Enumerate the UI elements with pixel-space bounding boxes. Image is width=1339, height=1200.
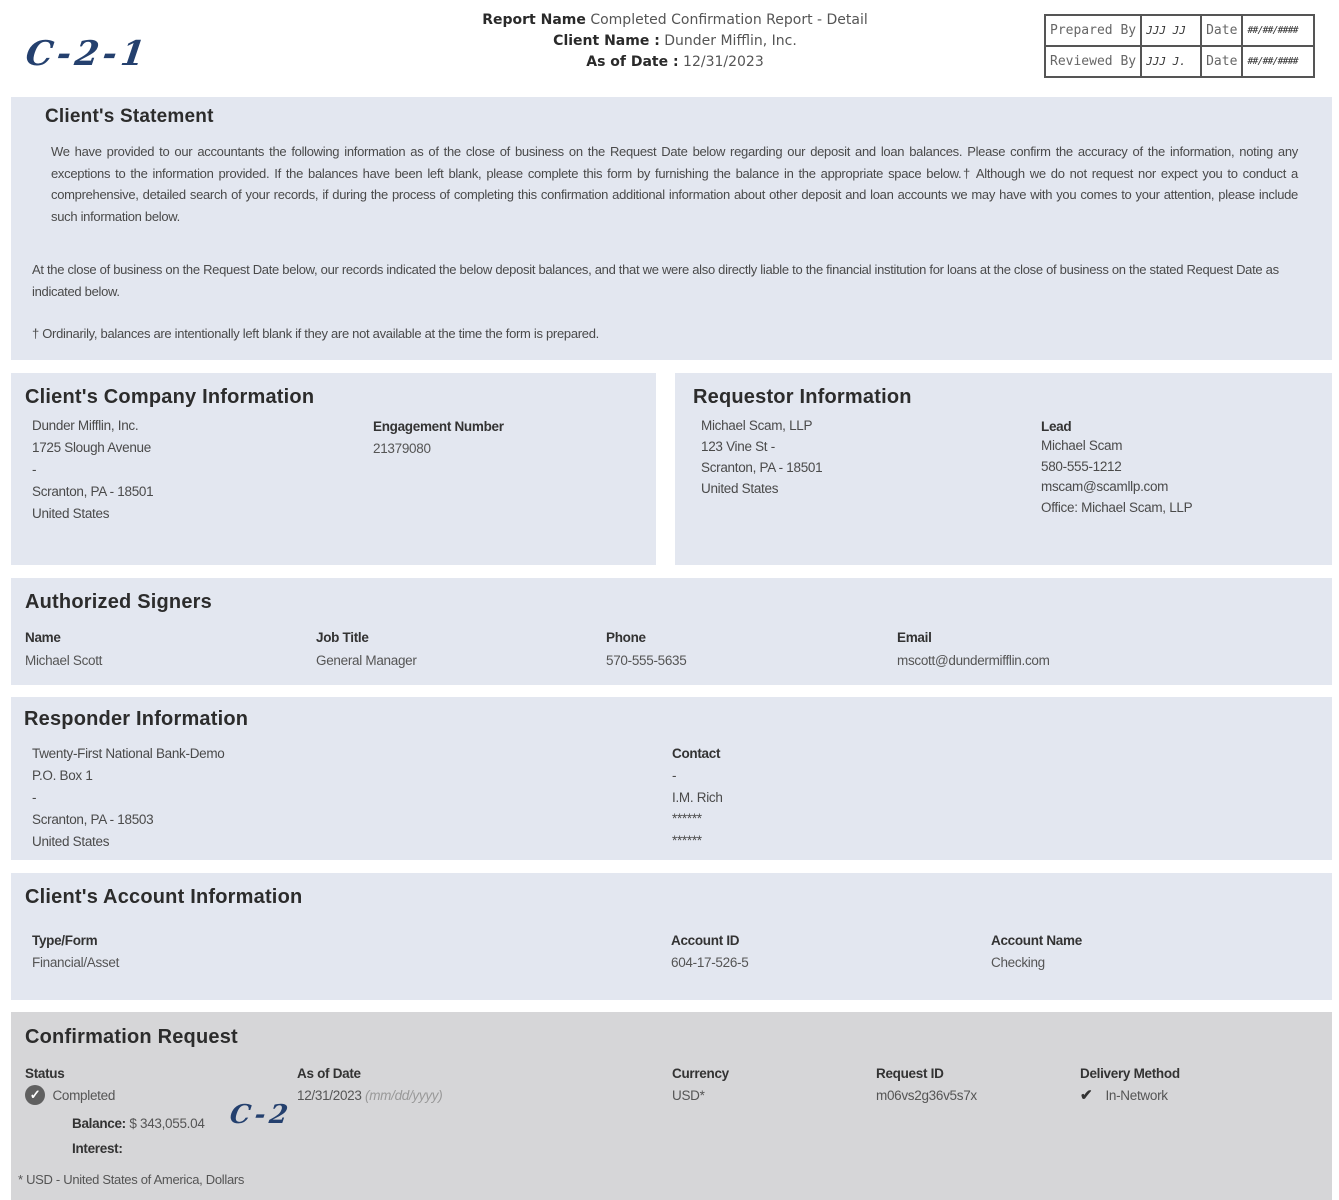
account-id-header: Account ID [671, 933, 740, 948]
address-line: - [32, 462, 37, 477]
as-of-date-line [440, 52, 910, 73]
prepared-row [1045, 15, 1314, 46]
prepared-by-initials: JJJ JJ [1141, 15, 1201, 46]
signer-phone: 570-555-5635 [606, 653, 687, 668]
clients-statement-title: Client's Statement [45, 106, 214, 127]
address-line: Scranton, PA - 18503 [32, 812, 154, 827]
client-name-value: Dunder Mifflin, Inc. [664, 33, 797, 49]
address-line: Scranton, PA - 18501 [701, 460, 823, 475]
address-line: United States [32, 506, 110, 521]
report-name-label: Report Name [482, 12, 586, 28]
address-line: - [32, 790, 37, 805]
responder-info-title: Responder Information [24, 708, 249, 730]
account-id-value: 604-17-526-5 [671, 955, 749, 970]
company-info-panel [11, 373, 656, 565]
interest-label: Interest: [72, 1141, 123, 1156]
signer-name-header: Name [25, 630, 61, 645]
lead-email: mscam@scamllp.com [1041, 479, 1169, 494]
reviewed-row [1045, 46, 1314, 77]
balance-value: $ 343,055.04 [129, 1116, 205, 1131]
account-info-title: Client's Account Information [25, 886, 303, 908]
contact-label: Contact [672, 746, 721, 761]
requestor-info-title: Requestor Information [693, 386, 912, 408]
signer-job-title: General Manager [316, 653, 417, 668]
lead-details [1041, 436, 1192, 518]
type-form-value: Financial/Asset [32, 955, 120, 970]
as-of-date-line [297, 1088, 442, 1103]
currency-value: USD* [672, 1088, 705, 1103]
reviewed-date-label: Date [1201, 46, 1242, 77]
authorized-signers-panel [11, 578, 1332, 685]
balance-line [72, 1116, 205, 1131]
signer-name: Michael Scott [25, 653, 103, 668]
as-of-date-label: As of Date [297, 1066, 361, 1081]
address-line: Dunder Mifflin, Inc. [32, 418, 139, 433]
network-check-icon: ✔ [1080, 1087, 1093, 1104]
as-of-date-value: 12/31/2023 [683, 54, 764, 70]
address-line: 123 Vine St - [701, 439, 775, 454]
lead-office: Office: Michael Scam, LLP [1041, 499, 1193, 515]
status-badge [25, 1085, 115, 1105]
responder-info-panel [11, 697, 1332, 860]
lead-name: Michael Scam [1041, 438, 1123, 453]
report-header [440, 10, 910, 73]
contact-name: I.M. Rich [672, 789, 723, 805]
engagement-number-label: Engagement Number [373, 419, 504, 434]
address-line: P.O. Box 1 [32, 768, 93, 783]
account-name-value: Checking [991, 955, 1045, 970]
confirmation-request-panel [11, 1012, 1332, 1200]
status-value: Completed [52, 1087, 116, 1103]
engagement-number-value: 21379080 [373, 441, 431, 456]
reviewed-by-label: Reviewed By [1045, 46, 1141, 77]
as-of-date-format: (mm/dd/yyyy) [365, 1088, 443, 1103]
prepared-date-label: Date [1201, 15, 1242, 46]
contact-line: - [672, 768, 677, 783]
contact-details [672, 765, 723, 851]
prepared-by-label: Prepared By [1045, 15, 1141, 46]
requestor-address [701, 415, 822, 499]
delivery-method-value: In-Network [1105, 1088, 1168, 1103]
address-line: United States [32, 834, 110, 849]
handwritten-reference-c21: C-2-1 [23, 34, 152, 74]
reviewed-by-initials: JJJ J. [1141, 46, 1201, 77]
contact-masked-line: ****** [672, 832, 702, 848]
reviewed-date-value: ##/##/#### [1242, 46, 1314, 77]
delivery-method-label: Delivery Method [1080, 1066, 1180, 1081]
request-id-value: m06vs2g36v5s7x [876, 1088, 977, 1103]
as-of-date-label: As of Date : [586, 54, 679, 70]
currency-label: Currency [672, 1066, 729, 1081]
handwritten-reference-c2: C-2 [227, 1100, 294, 1130]
address-line: Michael Scam, LLP [701, 418, 813, 433]
address-line: 1725 Slough Avenue [32, 440, 151, 455]
signer-email-header: Email [897, 630, 932, 645]
lead-phone: 580-555-1212 [1041, 458, 1122, 474]
prepared-date-value: ##/##/#### [1242, 15, 1314, 46]
delivery-method-line [1080, 1086, 1168, 1104]
request-id-label: Request ID [876, 1066, 944, 1081]
interest-line [72, 1141, 123, 1156]
authorized-signers-title: Authorized Signers [25, 591, 212, 613]
contact-masked-line: ****** [672, 811, 702, 826]
lead-label: Lead [1041, 419, 1072, 434]
signer-phone-header: Phone [606, 630, 646, 645]
clients-statement-paragraph-1: We have provided to our accountants the following information as of the close of business on the Request Date below regarding our deposit and loan balances. Please confirm the accuracy of the information, noting any exceptions to the information provided. If the balances have been left blank, please complete this form by furnishing the balance in the appropriate space below.† Although we do not request nor expect you to conduct a comprehensive, detailed search of your records, if during the process of completing this confirmation additional information about other deposit and loan accounts we may have with you comes to your attention, please include such information below. [51, 144, 1298, 224]
account-info-panel [11, 873, 1332, 1000]
signer-email: mscott@dundermifflin.com [897, 653, 1050, 668]
type-form-header: Type/Form [32, 933, 98, 948]
signoff-table [1044, 14, 1315, 78]
account-name-header: Account Name [991, 933, 1082, 948]
company-info-title: Client's Company Information [25, 386, 315, 408]
client-name-label: Client Name : [553, 33, 660, 49]
currency-footnote: * USD - United States of America, Dollars [18, 1172, 245, 1187]
signer-job-title-header: Job Title [316, 630, 369, 645]
client-name-line [440, 31, 910, 52]
clients-statement-panel [11, 97, 1332, 360]
balance-label: Balance: [72, 1116, 126, 1131]
requestor-info-panel [675, 373, 1332, 565]
address-line: Twenty-First National Bank-Demo [32, 746, 225, 761]
clients-statement-footnote: † Ordinarily, balances are intentionally left blank if they are not available at the time the form is prepared. [32, 326, 599, 341]
clients-statement-paragraph-2: At the close of business on the Request Date below, our records indicated the below deposit balances, and that we were also directly liable to the financial institution for loans at the close of business on the stated Request Date as indicated below. [32, 262, 1279, 299]
address-line: Scranton, PA - 18501 [32, 484, 154, 499]
status-label: Status [25, 1066, 65, 1081]
address-line: United States [701, 481, 779, 496]
report-name-line [440, 10, 910, 31]
report-name-value: Completed Confirmation Report - Detail [590, 12, 868, 28]
as-of-date-value: 12/31/2023 [297, 1088, 362, 1103]
check-circle-icon: ✓ [25, 1085, 45, 1105]
company-address [32, 415, 153, 525]
responder-address [32, 743, 225, 853]
confirmation-request-title: Confirmation Request [25, 1026, 238, 1048]
